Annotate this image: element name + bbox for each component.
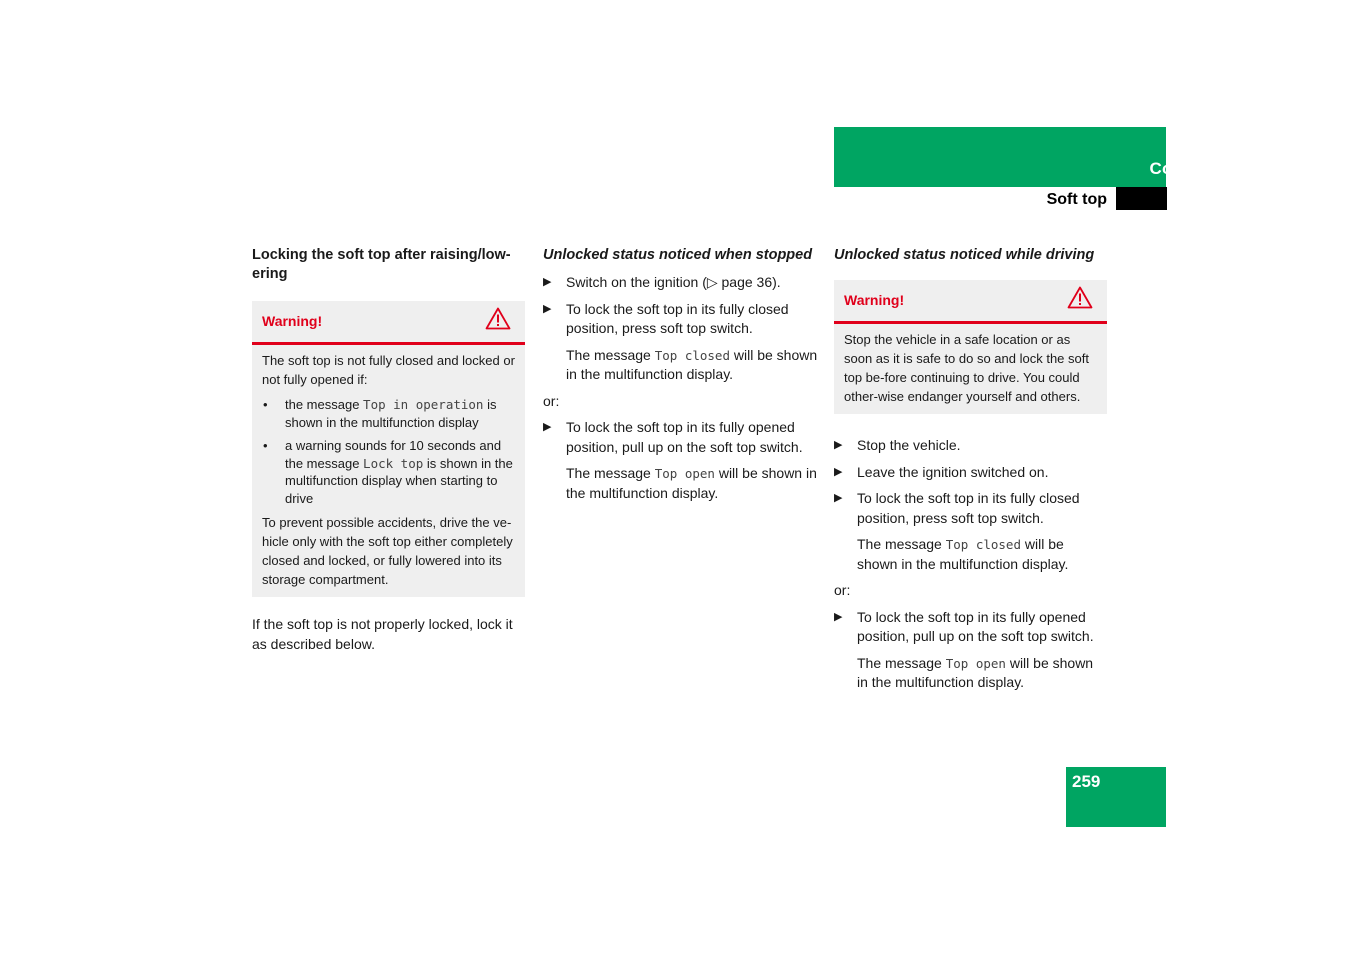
step-item: ▶ Switch on the ignition (▷ page 36). [543,273,823,293]
warning-triangle-icon [1067,286,1093,315]
step-arrow-icon: ▶ [834,465,843,478]
step-item: ▶ To lock the soft top in its fully opened position, pull up on the soft top switch. [543,419,803,455]
warning-header [834,280,1107,324]
warning-box [834,280,1107,414]
step-arrow-icon: ▶ [834,439,843,451]
warning-triangle-icon [485,307,511,336]
warning-header [252,301,525,345]
display-message: Top open [945,655,1006,671]
step-arrow-icon: ▶ [543,276,552,288]
header-band [834,127,1166,187]
display-message: Lock top [363,455,424,471]
step-note: The message Top closed will be shown in the multifunction display. [857,536,1069,572]
warning-intro: The soft top is not fully closed and locked or not fully opened if: [262,353,515,387]
display-message: Top closed [945,537,1021,552]
step-item: ▶ To lock the soft top in its fully closed position, press soft top switch. [543,300,789,336]
or-text: or: [834,582,851,598]
section-heading: Unlocked status noticed when stopped [543,247,813,263]
column-driving [834,246,1107,700]
chapter-title: Controls in detail [1149,159,1292,178]
step-item: ▶ Leave the ignition switched on. [834,463,1107,483]
step-arrow-icon: ▶ [834,492,843,504]
warning-outro: To prevent possible accidents, drive the ve-hicle only with the soft top either completely closed and locked, or fully lowered into its storage compartment. [262,515,513,587]
step-note: The message Top open will be shown in the multifunction display. [566,465,817,501]
warning-title: Warning! [262,312,323,329]
page-number: 259 [1072,772,1101,791]
list-item: • a warning sounds for 10 seconds and the message Lock top is shown in the multifunction display when starting to drive [262,437,515,507]
step-item: ▶ Stop the vehicle. [834,436,1107,456]
step-item: ▶ To lock the soft top in its fully opened position, pull up on the soft top switch. [834,608,1094,644]
display-message: Top open [654,466,715,481]
display-message: Top in operation [363,397,484,412]
section-heading: Unlocked status noticed while driving [834,247,1095,263]
or-text: or: [543,392,560,409]
warning-bullets [262,396,515,507]
step-arrow-icon: ▶ [543,302,552,315]
column-locking [252,246,525,661]
step-note: The message Top closed will be shown in the multifunction display. [566,346,818,382]
warning-box [252,301,525,597]
section-title: Soft top [1046,191,1107,208]
column-stopped [543,246,823,510]
warning-body [834,324,1107,414]
display-message: Top closed [654,347,730,363]
step-note: The message Top open will be shown in the multifunction display. [857,654,1094,690]
list-item: • the message Top in operation is shown in the multifunction display [262,396,515,431]
step-arrow-icon: ▶ [834,610,843,623]
warning-title: Warning! [844,291,905,308]
section-marker-block [1116,187,1167,210]
warning-body [252,345,525,597]
step-item: ▶ To lock the soft top in its fully closed position, press soft top switch. [834,490,1080,526]
section-heading: Locking the soft top after raising/low-ering [252,247,511,282]
body-text: If the soft top is not properly locked, lock it as described below. [252,616,513,652]
warning-text: Stop the vehicle in a safe location or as soon as it is safe to do so and lock the soft top be-fore continuing to drive. You could other-wise endanger yourself and others. [844,332,1089,404]
step-arrow-icon: ▶ [543,421,552,433]
